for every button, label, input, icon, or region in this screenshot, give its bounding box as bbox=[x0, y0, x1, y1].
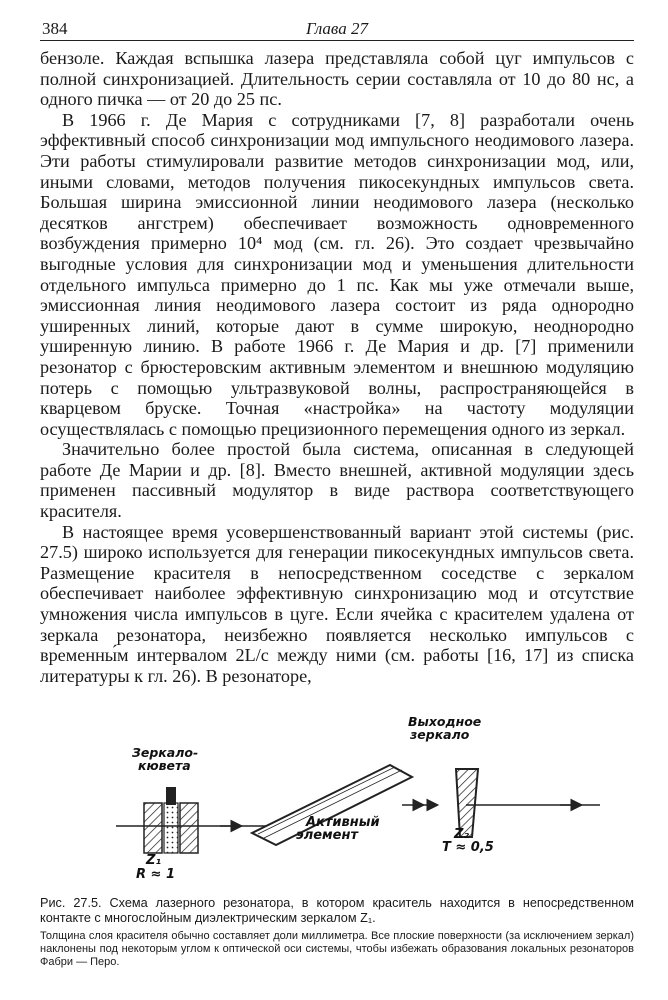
figure-note: Толщина слоя красителя обычно составляет доли миллиметра. Все плоские поверхности (за исключением зеркал) наклонены под некоторым углом к оптической оси системы, чтобы избежать образования локальных резонаторов Фабри — Перо. bbox=[40, 930, 634, 968]
z1-label: Z₁ bbox=[146, 853, 162, 868]
chapter-title: Глава 27 bbox=[306, 19, 368, 38]
z2-label: Z₂ bbox=[454, 827, 470, 842]
paragraph: Значительно более простой была система, описанная в следующей работе Де Марии и др. [8]. Вместо внешней, активной модуляции здесь применен пассивный модулятор в виде раствора соответствующего красителя. bbox=[40, 439, 634, 522]
paragraph: бензоле. Каждая вспышка лазера представляла собой цуг импульсов с полной синхронизацией. Длительность серии составляла от 10 до 80 нс, а одного пичка — от 20 до 25 пс. bbox=[40, 48, 634, 110]
paragraph: В 1966 г. Де Мария с сотрудниками [7, 8] разработали очень эффективный способ синхронизации мод импульсного неодимового лазера. Эти работы стимулировали развитие методов синхронизации мод, или, иными словами, методов получения пикосекундных импульсов света. Большая ширина эмиссионной линии неодимового лазера (несколько десятков ангстрем) обеспечивает возможность одновременного возбуждения примерно 10⁴ мод (см. гл. 26). Это создает чрезвычайно выгодные условия для синхронизации мод и уменьшения длительности отдельного импульса примерно до 1 пс. Как мы уже отмечали выше, эмиссионная линия неодимового лазера состоит из ряда однородно уширенных линий, которые дают в сумме широкую, неоднородно уширенную линию. В работе 1966 г. Де Мария и др. [7] применили резонатор с брюстеровским активным элементом и внешнюю модуляцию потерь с помощью ультразвуковой волны, распространяющейся в кварцевом бруске. Точная «настройка» на частоту модуляции осуществлялась с помощью прецизионного перемещения одного из зеркал. bbox=[40, 109, 634, 439]
cuvette-label-line1: Зеркало- bbox=[132, 745, 199, 760]
figure-caption: Рис. 27.5. Схема лазерного резонатора, в котором краситель находится в непосредственном контакте с многослойным диэлектрическим зеркалом Z₁. bbox=[40, 896, 634, 925]
active-element-label-line1: Активный bbox=[306, 815, 380, 830]
paragraph: В настоящее время усовершенствованный вариант этой системы (рис. 27.5) широко используется для генерации пикосекундных импульсов света. Размещение красителя в непосредственном соседстве с зеркалом обеспечивает наиболее эффективную синхронизацию мод и отсутствие умножения числа импульсов в цуге. Если ячейка с красителем удалена от зеркала резонатора, неизбежно появляется несколько импульсов с временны́м интервалом 2L/c между ними (см. работы [16, 17] из списка литературы к гл. 26). В резонаторе, bbox=[40, 521, 634, 686]
mirror-cuvette-z1 bbox=[144, 787, 198, 853]
cuvette-label-line2: кювета bbox=[138, 758, 191, 773]
output-mirror-label-line2: зеркало bbox=[410, 727, 470, 742]
active-element-label-line2: элемент bbox=[296, 828, 359, 843]
laser-resonator-figure bbox=[40, 705, 634, 895]
cuvette-fill-port bbox=[166, 787, 176, 805]
body-text bbox=[40, 48, 634, 686]
figure-diagram bbox=[40, 705, 634, 895]
page-header bbox=[40, 18, 634, 41]
output-mirror-label-line1: Выходное bbox=[408, 714, 482, 729]
reflectivity-label: R ≈ 1 bbox=[136, 867, 175, 882]
transmission-label: T ≈ 0,5 bbox=[442, 840, 494, 855]
page-number: 384 bbox=[42, 19, 68, 38]
